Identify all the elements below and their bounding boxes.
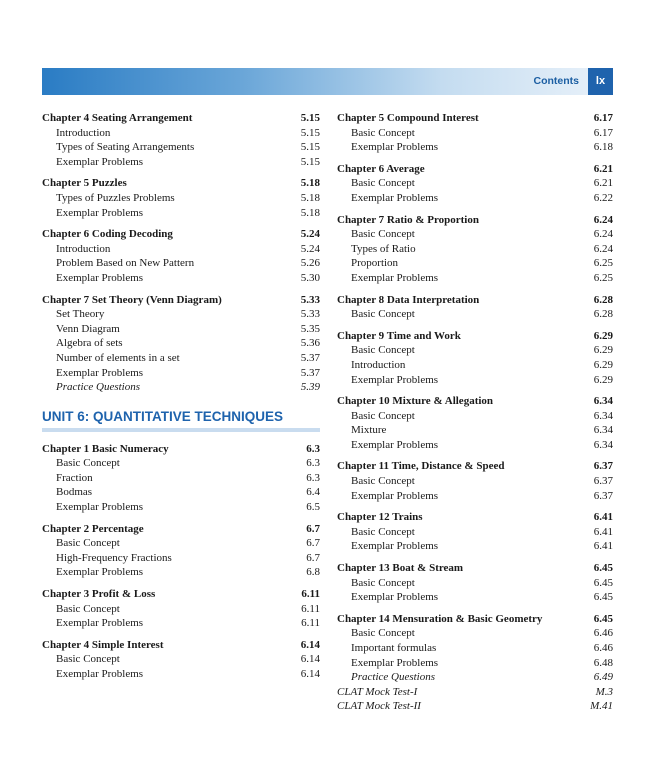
toc-chapter-row-page: 6.7: [306, 522, 320, 535]
toc-entry-row-page: 6.18: [593, 141, 613, 154]
toc-entry-row-page: 5.37: [300, 351, 320, 364]
toc-chapter-row[interactable]: [337, 510, 613, 525]
toc-entry-row-title: Introduction: [351, 358, 406, 371]
toc-entry-row-title: Basic Concept: [351, 126, 415, 139]
toc-entry-row-page: 6.29: [593, 373, 613, 386]
toc-entry-row[interactable]: [42, 351, 320, 366]
toc-entry-row-title: Algebra of sets: [56, 337, 123, 350]
toc-chapter-row[interactable]: [337, 293, 613, 308]
toc-entry-row-title: Exemplar Problems: [56, 668, 144, 680]
toc-entry-row-title: Types of Seating Arrangements: [56, 141, 195, 154]
toc-chapter-row-title: Chapter 12 Trains: [337, 511, 423, 524]
toc-chapter-row-title: Chapter 4 Seating Arrangement: [42, 112, 193, 124]
toc-entry-row-page: 6.46: [593, 642, 613, 654]
toc-entry-row[interactable]: [42, 126, 320, 141]
toc-entry-row[interactable]: [337, 525, 613, 540]
toc-chapter-row-title: Chapter 7 Set Theory (Venn Diagram): [42, 293, 222, 306]
toc-entry-row-page: 6.4: [306, 486, 320, 499]
toc-chapter-row-page: 6.29: [593, 329, 613, 342]
toc-entry-row-title: Exemplar Problems: [56, 617, 144, 630]
toc-entry-row[interactable]: [337, 576, 613, 591]
toc-entry-row[interactable]: [337, 438, 613, 453]
toc-entry-row[interactable]: [42, 140, 320, 155]
toc-entry-row[interactable]: [337, 140, 613, 155]
toc-chapter-row-title: Chapter 8 Data Interpretation: [337, 293, 480, 306]
toc-entry-row-title: Mixture: [351, 424, 387, 437]
toc-entry-row[interactable]: [337, 126, 613, 141]
toc-entry-row-page: 5.24: [300, 242, 320, 255]
toc-entry-row-page: 6.24: [593, 242, 613, 255]
toc-entry-row-title: Basic Concept: [351, 308, 415, 321]
toc-entry-row-page: 6.49: [593, 671, 613, 684]
toc-chapter-row[interactable]: [42, 442, 320, 457]
toc-chapter-row-title: Chapter 5 Puzzles: [42, 177, 127, 190]
toc-entry-row-page: 5.15: [300, 126, 320, 139]
toc-entry-row-page: 5.37: [300, 366, 320, 379]
toc-entry-row-page: 6.24: [593, 228, 613, 241]
toc-chapter-row-page: 5.33: [300, 293, 320, 306]
toc-entry-row-page: 6.34: [593, 409, 613, 422]
toc-entry-row-page: 6.25: [593, 271, 613, 284]
toc-entry-row-title: Important formulas: [351, 642, 437, 654]
toc-entry-row[interactable]: [337, 343, 613, 358]
toc-entry-row-page: 6.7: [306, 551, 320, 564]
toc-entry-row-title: Exemplar Problems: [351, 373, 439, 386]
toc-entry-row[interactable]: [42, 380, 320, 395]
toc-entry-row[interactable]: [337, 590, 613, 605]
toc-entry-row[interactable]: [42, 602, 320, 617]
toc-entry-row-title: Exemplar Problems: [351, 141, 439, 154]
toc-entry-row-title: Basic Concept: [56, 537, 120, 550]
toc-entry-row-title: Problem Based on New Pattern: [56, 257, 195, 270]
toc-entry-row[interactable]: [337, 409, 613, 424]
toc-entry-row-title: Exemplar Problems: [56, 155, 144, 168]
toc-entry-row[interactable]: [42, 336, 320, 351]
toc-chapter-row-page: 6.28: [593, 293, 613, 306]
toc-entry-row-title: Exemplar Problems: [351, 489, 439, 502]
toc-entry-row-page: 5.30: [300, 271, 320, 284]
toc-entry-row-title: Exemplar Problems: [351, 540, 439, 553]
toc-entry-row-title: Basic Concept: [351, 525, 415, 538]
toc-entry-row[interactable]: [42, 471, 320, 486]
toc-entry-row[interactable]: [337, 191, 613, 206]
toc-right-column: [337, 111, 613, 714]
toc-entry-row[interactable]: [337, 670, 613, 685]
toc-entry-row-title: Exemplar Problems: [56, 271, 144, 284]
toc-mock-test-row-title: CLAT Mock Test-II: [337, 700, 421, 713]
toc-entry-row[interactable]: [42, 191, 320, 206]
toc-entry-row[interactable]: [42, 242, 320, 257]
toc-entry-row-page: 6.14: [300, 668, 320, 680]
toc-entry-row[interactable]: [42, 652, 320, 667]
toc-entry-row-page: 6.48: [593, 656, 613, 669]
toc-entry-row-title: Exemplar Problems: [351, 191, 439, 204]
toc-entry-row-title: Basic Concept: [351, 177, 415, 190]
book-logo-icon: lx: [588, 68, 613, 95]
toc-chapter-row-page: 5.24: [300, 228, 320, 241]
toc-entry-row[interactable]: [42, 155, 320, 170]
toc-entry-row-title: High-Frequency Fractions: [56, 551, 172, 564]
toc-entry-row-page: 5.35: [300, 322, 320, 335]
toc-entry-row-page: 6.3: [306, 471, 320, 484]
toc-chapter-row-page: 6.14: [300, 638, 320, 651]
toc-entry-row-page: 6.37: [593, 475, 613, 488]
toc-entry-row[interactable]: [42, 565, 320, 580]
toc-entry-row-page: 6.11: [301, 602, 320, 615]
toc-entry-row-title: Set Theory: [56, 308, 105, 321]
toc-entry-row-page: 6.14: [300, 653, 320, 666]
toc-entry-row[interactable]: [42, 366, 320, 381]
toc-entry-row-page: 6.22: [593, 191, 613, 204]
toc-mock-test-row-page: M.41: [590, 700, 613, 713]
toc-entry-row[interactable]: [42, 667, 320, 682]
toc-entry-row[interactable]: [337, 641, 613, 656]
toc-entry-row-page: 5.18: [300, 206, 320, 219]
toc-mock-test-row-title: CLAT Mock Test-I: [337, 685, 418, 698]
toc-chapter-row-page: 5.18: [300, 177, 320, 190]
toc-entry-row[interactable]: [42, 256, 320, 271]
toc-chapter-row[interactable]: [42, 176, 320, 191]
toc-entry-row-title: Introduction: [56, 242, 111, 255]
toc-entry-row[interactable]: [337, 626, 613, 641]
toc-entry-row-title: Exemplar Problems: [56, 206, 144, 219]
toc-chapter-row-title: Chapter 1 Basic Numeracy: [42, 442, 169, 455]
toc-entry-row[interactable]: [337, 489, 613, 504]
toc-entry-row-page: 6.7: [306, 537, 320, 550]
toc-entry-row-page: 6.29: [593, 344, 613, 357]
toc-chapter-row[interactable]: [337, 329, 613, 344]
toc-chapter-row[interactable]: [42, 522, 320, 537]
toc-chapter-row-title: Chapter 3 Profit & Loss: [42, 588, 156, 601]
toc-entry-row-title: Exemplar Problems: [351, 591, 439, 604]
unit-title: UNIT 6: QUANTITATIVE TECHNIQUES: [42, 408, 284, 424]
toc-entry-row-page: 5.18: [300, 191, 320, 204]
toc-entry-row[interactable]: [337, 474, 613, 489]
toc-chapter-row-title: Chapter 6 Average: [337, 162, 425, 175]
toc-entry-row-page: 6.29: [593, 358, 613, 371]
toc-chapter-row-title: Chapter 2 Percentage: [42, 522, 144, 535]
toc-entry-row-page: 5.39: [300, 381, 320, 394]
toc-mock-test-row[interactable]: [337, 699, 613, 714]
toc-entry-row[interactable]: [42, 536, 320, 551]
toc-chapter-row[interactable]: [337, 111, 613, 126]
toc-chapter-row-title: Chapter 5 Compound Interest: [337, 112, 479, 124]
toc-entry-row-title: Basic Concept: [56, 653, 120, 666]
toc-entry-row-title: Exemplar Problems: [56, 366, 144, 379]
toc-chapter-row-page: 6.41: [593, 511, 613, 524]
toc-chapter-row[interactable]: [337, 459, 613, 474]
toc-entry-row-page: 5.33: [300, 308, 320, 321]
toc-entry-row[interactable]: [337, 423, 613, 438]
toc-entry-row-title: Exemplar Problems: [351, 438, 439, 451]
toc-chapter-row[interactable]: [42, 293, 320, 308]
toc-chapter-row[interactable]: [337, 394, 613, 409]
toc-entry-row[interactable]: [337, 373, 613, 388]
toc-entry-row-title: Basic Concept: [351, 627, 415, 640]
toc-chapter-row-page: 6.17: [593, 112, 613, 124]
toc-entry-row-title: Exemplar Problems: [56, 566, 144, 579]
toc-chapter-row-page: 6.45: [593, 612, 613, 625]
toc-entry-row[interactable]: [337, 176, 613, 191]
toc-entry-row-page: 6.41: [593, 525, 613, 538]
toc-entry-row-page: 6.8: [306, 566, 320, 579]
toc-chapter-row-title: Chapter 4 Simple Interest: [42, 638, 164, 651]
toc-left-column: [42, 111, 320, 682]
toc-chapter-row-page: 5.15: [300, 112, 320, 124]
toc-entry-row-page: 6.3: [306, 457, 320, 470]
toc-entry-row-title: Basic Concept: [351, 475, 415, 488]
toc-entry-row-title: Venn Diagram: [56, 322, 120, 335]
toc-chapter-row-title: Chapter 11 Time, Distance & Speed: [337, 460, 505, 473]
toc-entry-row[interactable]: [42, 206, 320, 221]
toc-chapter-row-page: 6.34: [593, 395, 613, 408]
toc-entry-row-page: 5.26: [300, 257, 320, 270]
toc-entry-row[interactable]: [42, 551, 320, 566]
toc-entry-row-title: Number of elements in a set: [56, 351, 180, 364]
toc-chapter-row[interactable]: [337, 213, 613, 228]
toc-entry-row-title: Fraction: [56, 471, 93, 484]
toc-chapter-row[interactable]: [42, 587, 320, 602]
toc-chapter-row-page: 6.45: [593, 562, 613, 575]
toc-entry-row-page: 5.36: [300, 337, 320, 350]
toc-entry-row[interactable]: [337, 539, 613, 554]
toc-entry-row-title: Types of Ratio: [351, 242, 416, 255]
toc-entry-row[interactable]: [42, 271, 320, 286]
toc-entry-row-title: Bodmas: [56, 486, 93, 499]
toc-entry-row-title: Exemplar Problems: [56, 501, 144, 514]
toc-entry-row[interactable]: [337, 242, 613, 257]
toc-chapter-row[interactable]: [337, 162, 613, 177]
header-contents-label: Contents: [533, 75, 579, 87]
toc-entry-row-title: Proportion: [351, 257, 399, 270]
toc-mock-test-row[interactable]: [337, 685, 613, 700]
toc-entry-row[interactable]: [337, 271, 613, 286]
toc-chapter-row-page: 6.37: [593, 460, 613, 473]
toc-entry-row-page: 5.15: [300, 141, 320, 154]
toc-entry-row-title: Basic Concept: [351, 576, 415, 589]
toc-entry-row[interactable]: [42, 485, 320, 500]
toc-entry-row-page: 6.21: [593, 177, 613, 190]
toc-entry-row-title: Exemplar Problems: [351, 656, 439, 669]
toc-entry-row-page: 6.34: [593, 438, 613, 451]
toc-entry-row-title: Introduction: [56, 126, 111, 139]
toc-entry-row-title: Practice Questions: [56, 381, 141, 394]
toc-entry-row-page: 6.34: [593, 424, 613, 437]
toc-entry-row[interactable]: [337, 358, 613, 373]
toc-entry-row[interactable]: [337, 656, 613, 671]
toc-chapter-row-page: 6.24: [593, 213, 613, 226]
toc-entry-row-page: 6.11: [301, 617, 320, 630]
toc-chapter-row-title: Chapter 6 Coding Decoding: [42, 228, 173, 241]
toc-entry-row-page: 6.45: [593, 576, 613, 589]
toc-chapter-row[interactable]: [42, 111, 320, 126]
unit-divider: [42, 428, 320, 432]
toc-chapter-row-title: Chapter 10 Mixture & Allegation: [337, 395, 494, 408]
toc-entry-row[interactable]: [42, 456, 320, 471]
toc-entry-row-page: 6.37: [593, 489, 613, 502]
toc-chapter-row[interactable]: [337, 561, 613, 576]
toc-entry-row-page: 6.25: [593, 257, 613, 270]
toc-entry-row[interactable]: [42, 616, 320, 631]
toc-entry-row[interactable]: [337, 227, 613, 242]
toc-entry-row[interactable]: [42, 500, 320, 515]
toc-entry-row-title: Types of Puzzles Problems: [56, 191, 175, 204]
toc-entry-row[interactable]: [337, 256, 613, 271]
toc-entry-row-page: 6.5: [306, 501, 320, 514]
toc-entry-row-page: 6.28: [593, 308, 613, 321]
toc-entry-row-page: 6.46: [593, 627, 613, 640]
toc-chapter-row[interactable]: [42, 638, 320, 653]
toc-entry-row-page: 6.41: [593, 540, 613, 553]
toc-chapter-row-page: 6.11: [301, 588, 320, 601]
toc-entry-row[interactable]: [42, 307, 320, 322]
toc-entry-row[interactable]: [42, 322, 320, 337]
toc-chapter-row-title: Chapter 14 Mensuration & Basic Geometry: [337, 612, 543, 625]
toc-entry-row-page: 6.45: [593, 591, 613, 604]
toc-entry-row-page: 6.17: [593, 126, 613, 139]
toc-entry-row-title: Exemplar Problems: [351, 271, 439, 284]
toc-mock-test-row-page: M.3: [595, 685, 613, 698]
toc-chapter-row[interactable]: [337, 612, 613, 627]
toc-chapter-row-title: Chapter 13 Boat & Stream: [337, 562, 464, 575]
toc-entry-row-title: Basic Concept: [56, 457, 120, 470]
toc-chapter-row[interactable]: [42, 227, 320, 242]
header-band: [42, 68, 613, 95]
toc-entry-row-title: Basic Concept: [56, 602, 120, 615]
toc-entry-row-title: Basic Concept: [351, 344, 415, 357]
toc-entry-row-title: Basic Concept: [351, 228, 415, 241]
toc-entry-row-page: 5.15: [300, 155, 320, 168]
toc-entry-row-title: Basic Concept: [351, 409, 415, 422]
toc-entry-row[interactable]: [337, 307, 613, 322]
toc-chapter-row-page: 6.3: [306, 442, 320, 455]
toc-entry-row-title: Practice Questions: [351, 671, 436, 684]
toc-chapter-row-title: Chapter 9 Time and Work: [337, 329, 461, 342]
toc-chapter-row-page: 6.21: [593, 162, 613, 175]
toc-chapter-row-title: Chapter 7 Ratio & Proportion: [337, 213, 479, 226]
